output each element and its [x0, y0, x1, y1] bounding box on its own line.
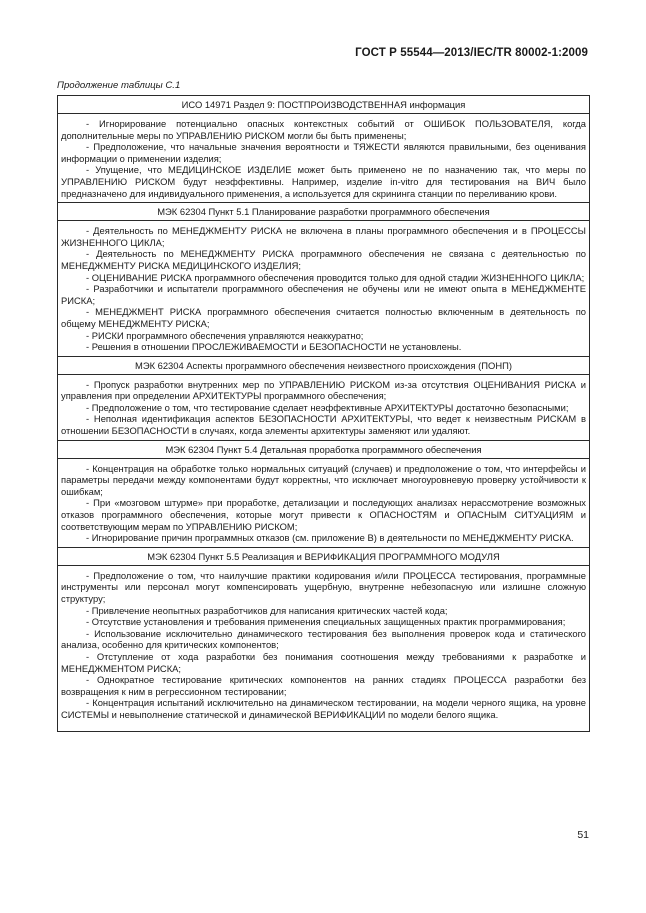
list-item: - Отступление от хода разработки без понимания соотношения между требованиями к разработке и МЕНЕДЖМЕНТОМ РИСКА;: [61, 650, 586, 674]
list-item: - Неполная идентификация аспектов БЕЗОПАСНОСТИ АРХИТЕКТУРЫ, что ведет к неизвестным РИСКАМ в отношении БЕЗОПАСНОСТИ в случаях, когда элементы архитектуры заменяют или удаляют.: [61, 413, 586, 437]
list-item: - Игнорирование причин программных отказов (см. приложение В) в деятельности по МЕНЕДЖМЕНТУ РИСКА.: [86, 532, 574, 544]
list-item: - Предположение о том, что наилучшие практики кодирования и/или ПРОЦЕССА тестирования, программные инструменты или персонал могут компенсировать ущербную, внутренне небезопасную или излишне сложную структуру;: [61, 569, 586, 604]
page-number: 51: [577, 829, 589, 841]
continuation-table: [57, 95, 590, 732]
list-item: - Отсутствие установления и требования применения специальных защищенных практик программирования;: [86, 616, 566, 628]
section-heading: МЭК 62304 Аспекты программного обеспечения неизвестного происхождения (ПОНП): [58, 356, 590, 374]
list-item: - Предположение, что начальные значения вероятности и ТЯЖЕСТИ являются правильными, без оценивания информации о применении изделия;: [61, 141, 586, 164]
list-item: - Пропуск разработки внутренних мер по УПРАВЛЕНИЮ РИСКОМ из-за отсутствия ОЦЕНИВАНИЯ РИСКА и управления при определении АРХИТЕКТУРЫ программного обеспечения;: [61, 378, 586, 402]
list-item: - Деятельность по МЕНЕДЖМЕНТУ РИСКА программного обеспечения не связана с деятельностью по МЕНЕДЖМЕНТУ РИСКА МЕДИЦИНСКОГО ИЗДЕЛИЯ;: [61, 248, 586, 271]
list-item: - Предположение о том, что тестирование сделает неэффективные АРХИТЕКТУРЫ достаточно безопасными;: [86, 401, 569, 413]
list-item: - Привлечение неопытных разработчиков для написания критических частей кода;: [86, 604, 448, 616]
list-item: - Упущение, что МЕДИЦИНСКОЕ ИЗДЕЛИЕ может быть применено не по назначению так, что меры по УПРАВЛЕНИЮ РИСКОМ будут неэффективны. Например, изделие in-vitro для тестирования на ВИЧ было предназначено для индивидуального применения, а используется для скрининга станции по переливанию крови.: [61, 164, 586, 199]
section-body: [58, 114, 590, 203]
section-heading: МЭК 62304 Пункт 5.5 Реализация и ВЕРИФИКАЦИЯ ПРОГРАММНОГО МОДУЛЯ: [58, 547, 590, 565]
section-heading: МЭК 62304 Пункт 5.4 Детальная проработка программного обеспечения: [58, 440, 590, 458]
list-item: - Концентрация испытаний исключительно на динамическом тестировании, на модели черного ящика, на уровне СИСТЕМЫ и невыполнение статической и динамической ВЕРИФИКАЦИИ по модели белого ящика.: [61, 697, 586, 720]
list-item: - Разработчики и испытатели программного обеспечения не обучены или не имеют опыта в МЕНЕДЖМЕНТЕ РИСКА;: [61, 283, 586, 306]
section-body: [58, 565, 590, 731]
list-item: - Использование исключительно динамического тестирования без выполнения проверок кода и статического анализа, особенно для критических компонентов;: [61, 627, 586, 651]
section-heading: МЭК 62304 Пункт 5.1 Планирование разработки программного обеспечения: [58, 203, 590, 221]
section-body: [58, 221, 590, 357]
section-body: [58, 374, 590, 440]
section-body: [58, 458, 590, 547]
document-header: ГОСТ Р 55544—2013/IEC/TR 80002-1:2009: [355, 47, 588, 59]
list-item: - Деятельность по МЕНЕДЖМЕНТУ РИСКА не включена в планы программного обеспечения и в ПРОЦЕССЫ ЖИЗНЕННОГО ЦИКЛА;: [61, 225, 586, 248]
section-heading: ИСО 14971 Раздел 9: ПОСТПРОИЗВОДСТВЕННАЯ информация: [58, 96, 590, 114]
list-item: - Игнорирование потенциально опасных контекстных событий от ОШИБОК ПОЛЬЗОВАТЕЛЯ, когда дополнительные меры по УПРАВЛЕНИЮ РИСКОМ могли бы быть применены;: [61, 118, 586, 141]
table-caption: Продолжение таблицы С.1: [57, 80, 181, 91]
list-item: - Однократное тестирование критических компонентов на ранних стадиях ПРОЦЕССА разработки без возвращения к ним в регрессионном тестировании;: [61, 674, 586, 697]
list-item: - Концентрация на обработке только нормальных ситуаций (случаев) и предположение о том, что интерфейсы и параметры передачи между компонентами будут корректны, что исключает многоуровневую проверку устойчивости к ошибкам;: [61, 462, 586, 497]
list-item: - РИСКИ программного обеспечения управляются неаккуратно;: [86, 329, 364, 341]
list-item: - ОЦЕНИВАНИЕ РИСКА программного обеспечения проводится только для одной стадии ЖИЗНЕННОГО ЦИКЛА;: [86, 271, 585, 283]
list-item: - Решения в отношении ПРОСЛЕЖИВАЕМОСТИ и БЕЗОПАСНОСТИ не установлены.: [86, 341, 462, 353]
list-item: - При «мозговом штурме» при проработке, детализации и последующих анализах нерассмотрение возможных отказов программного обеспечения, которые могут привести к ОПАСНОСТЯМ и ОПАСНЫМ СИТУАЦИЯМ и соответствующим мерам по УПРАВЛЕНИЮ РИСКОМ;: [61, 497, 586, 532]
list-item: - МЕНЕДЖМЕНТ РИСКА программного обеспечения считается полностью включенным в деятельность по общему МЕНЕДЖМЕНТУ РИСКА;: [61, 306, 586, 329]
